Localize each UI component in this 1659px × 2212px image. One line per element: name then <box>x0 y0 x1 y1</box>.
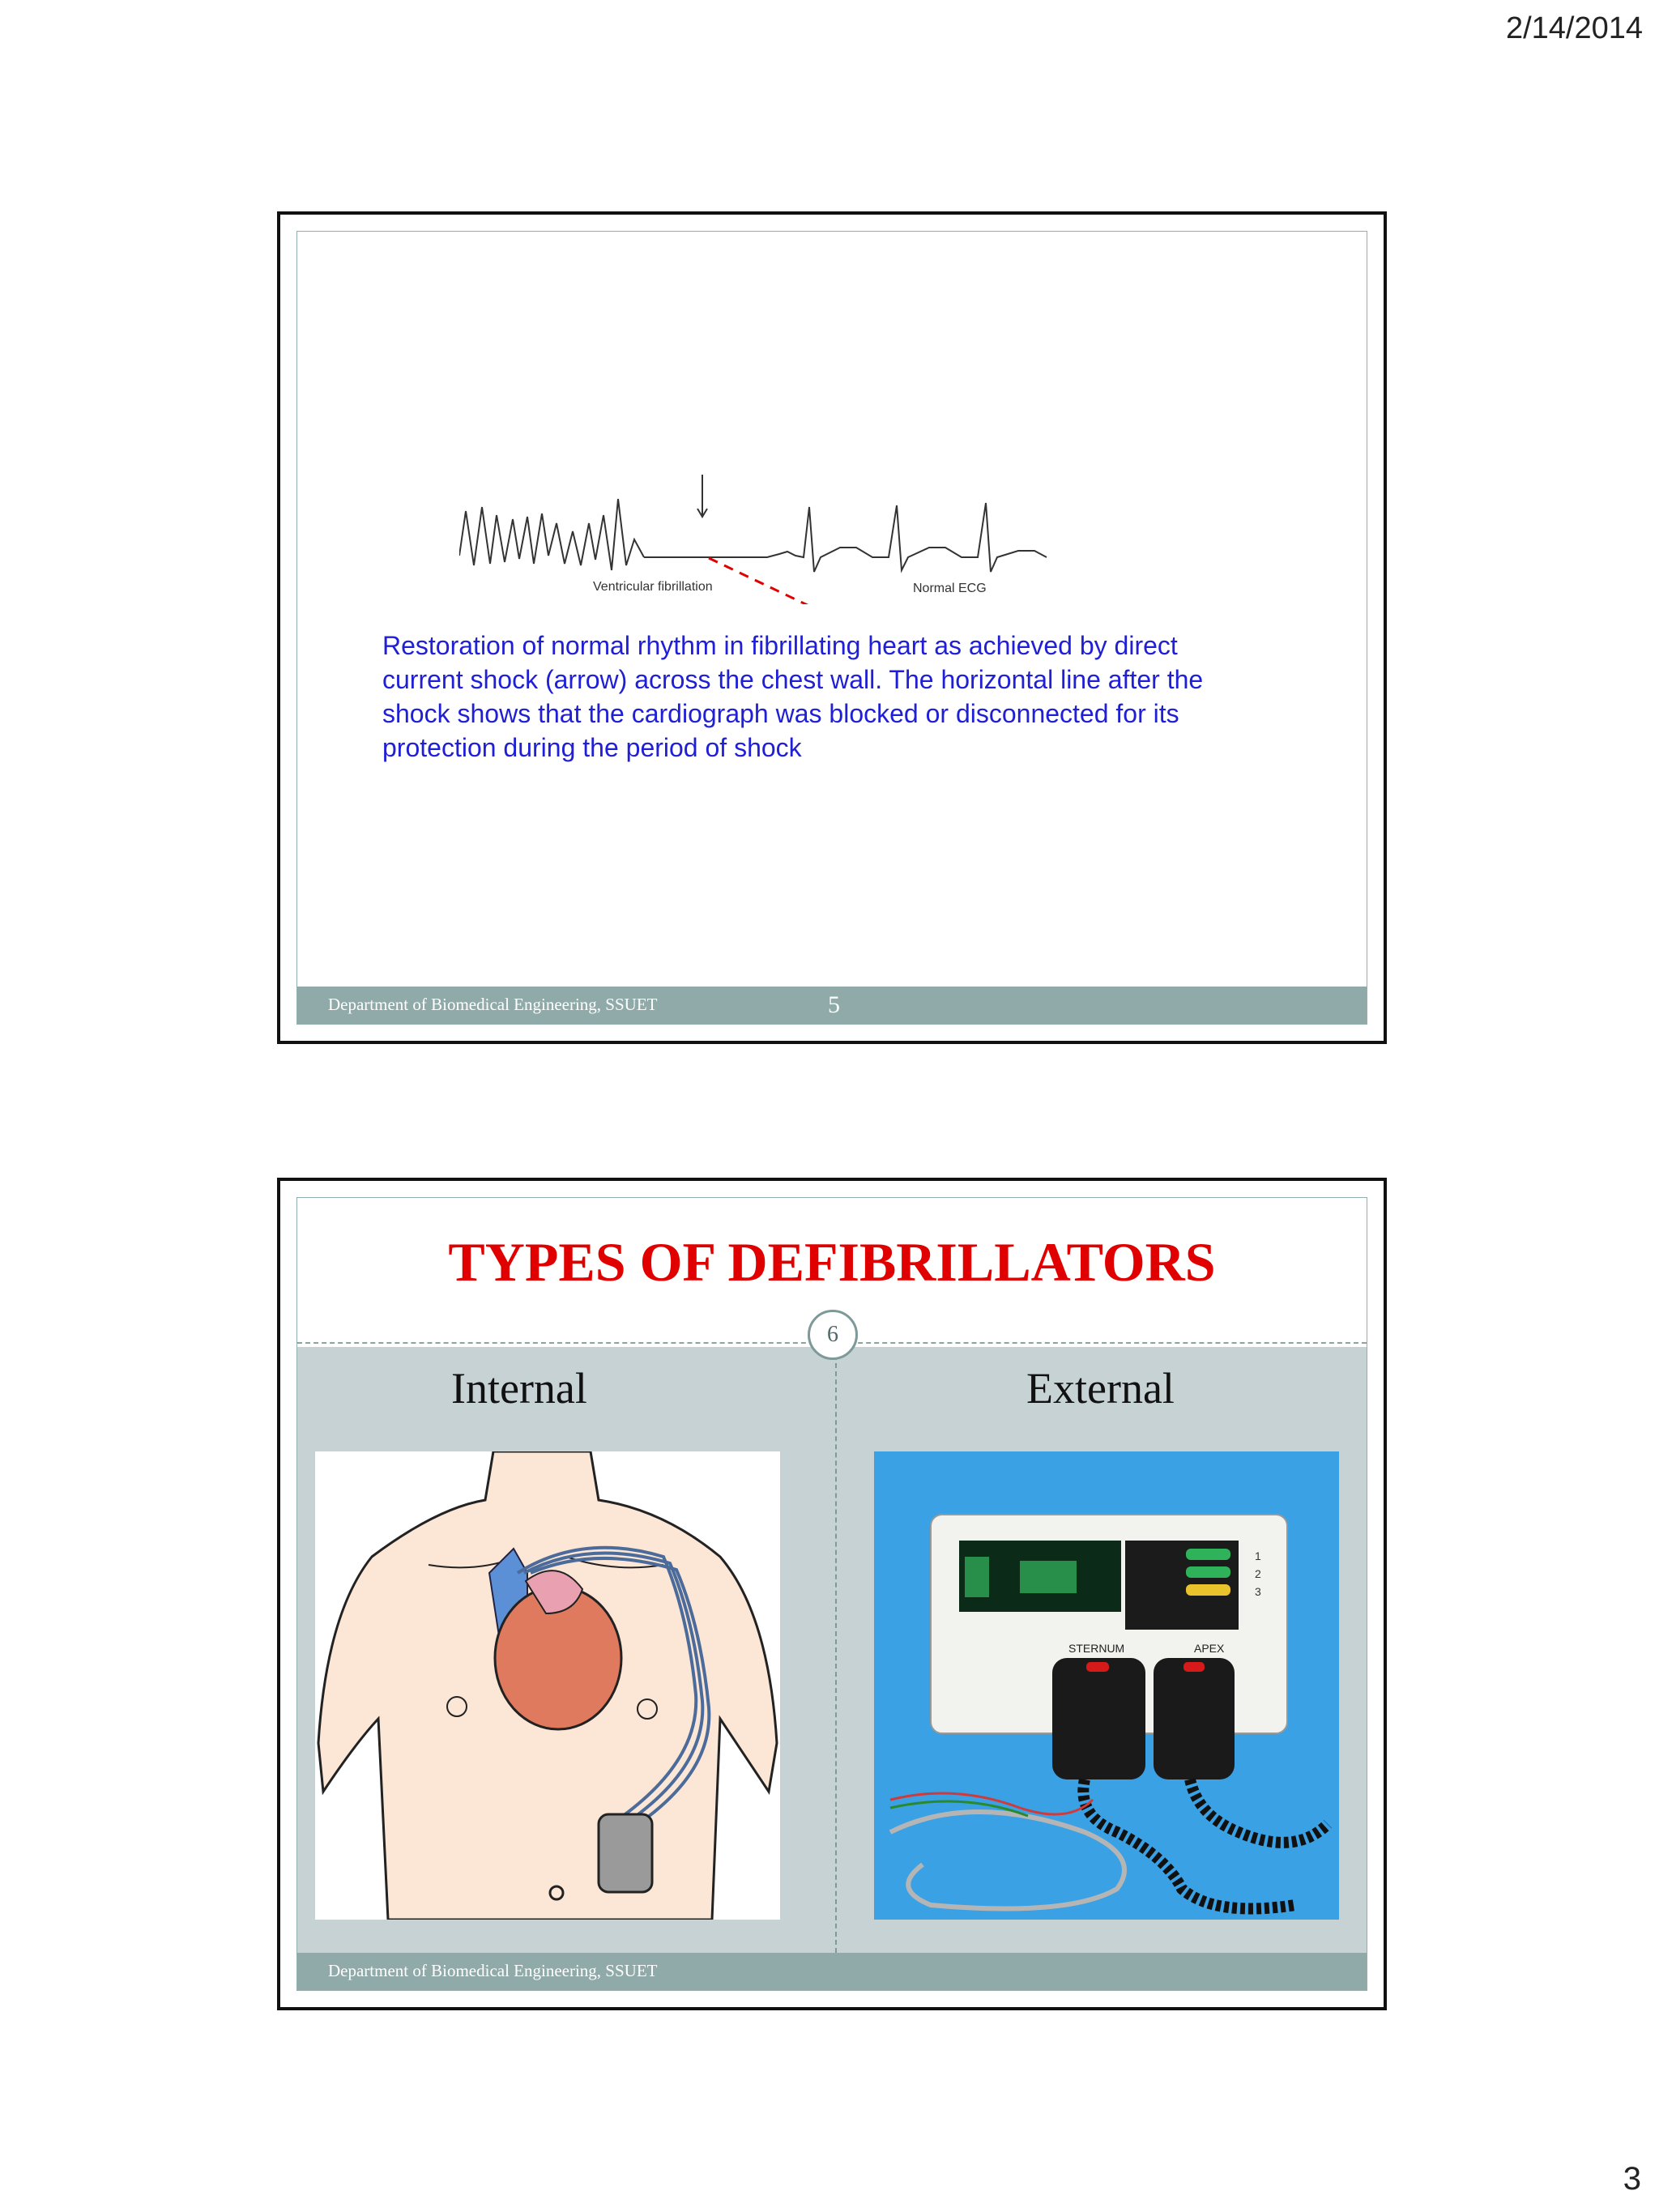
column-heading-external: External <box>1026 1364 1175 1413</box>
slide-5-footer <box>297 987 1367 1024</box>
internal-defibrillator-illustration <box>315 1451 780 1920</box>
paddle-apex <box>1154 1658 1235 1779</box>
defibrillator-drawing <box>874 1451 1339 1920</box>
footer-department: Department of Biomedical Engineering, SSUET <box>328 1961 658 1980</box>
slide-5-content <box>296 231 1367 1025</box>
button-yellow <box>1186 1584 1230 1596</box>
column-divider <box>835 1347 837 1953</box>
slide-6 <box>277 1178 1387 2010</box>
screen-waveform-1 <box>965 1557 989 1597</box>
paddle-sternum-button <box>1086 1662 1109 1672</box>
slide-5 <box>277 211 1387 1044</box>
slide-number-badge: 6 <box>808 1310 858 1360</box>
slide-number: 5 <box>828 991 840 1018</box>
caption-line: Restoration of normal rhythm in fibrillating heart as achieved by direct <box>382 631 1178 660</box>
slide-6-footer <box>297 1953 1367 1990</box>
step-label: 1 <box>1255 1549 1261 1562</box>
caption-line: current shock (arrow) across the chest wall. The horizontal line after the <box>382 665 1204 694</box>
caption-line: protection during the period of shock <box>382 733 802 762</box>
step-label: 2 <box>1255 1567 1261 1580</box>
paddle-apex-button <box>1183 1662 1205 1672</box>
implanted-device <box>599 1814 652 1892</box>
slide-5-caption <box>382 629 1290 765</box>
caption-line: shock shows that the cardiograph was blocked or disconnected for its <box>382 699 1179 728</box>
slide-title: TYPES OF DEFIBRILLATORS <box>448 1231 1216 1293</box>
ecg-diagram <box>459 475 1156 604</box>
column-heading-internal: Internal <box>451 1364 587 1413</box>
page-number: 3 <box>1623 2161 1641 2197</box>
ecg-trace-svg <box>459 475 1156 604</box>
screen-waveform-2 <box>1020 1561 1077 1593</box>
step-label: 3 <box>1255 1585 1261 1598</box>
footer-department: Department of Biomedical Engineering, SSUET <box>328 995 658 1014</box>
sternum-label: STERNUM <box>1068 1642 1125 1655</box>
button-green-2 <box>1186 1566 1230 1578</box>
ecg-label-normal: Normal ECG <box>913 582 987 595</box>
button-green-1 <box>1186 1549 1230 1560</box>
slide-6-content <box>296 1197 1367 1991</box>
ecg-fibrillation-trace <box>459 499 644 570</box>
ecg-label-fibrillation: Ventricular fibrillation <box>593 580 713 594</box>
torso-drawing <box>315 1451 780 1920</box>
ecg-dashed-pointer <box>709 558 933 604</box>
apex-label: APEX <box>1194 1642 1225 1655</box>
external-defibrillator-photo <box>874 1451 1339 1920</box>
page-date: 2/14/2014 <box>1505 11 1643 45</box>
paddle-sternum <box>1052 1658 1145 1779</box>
